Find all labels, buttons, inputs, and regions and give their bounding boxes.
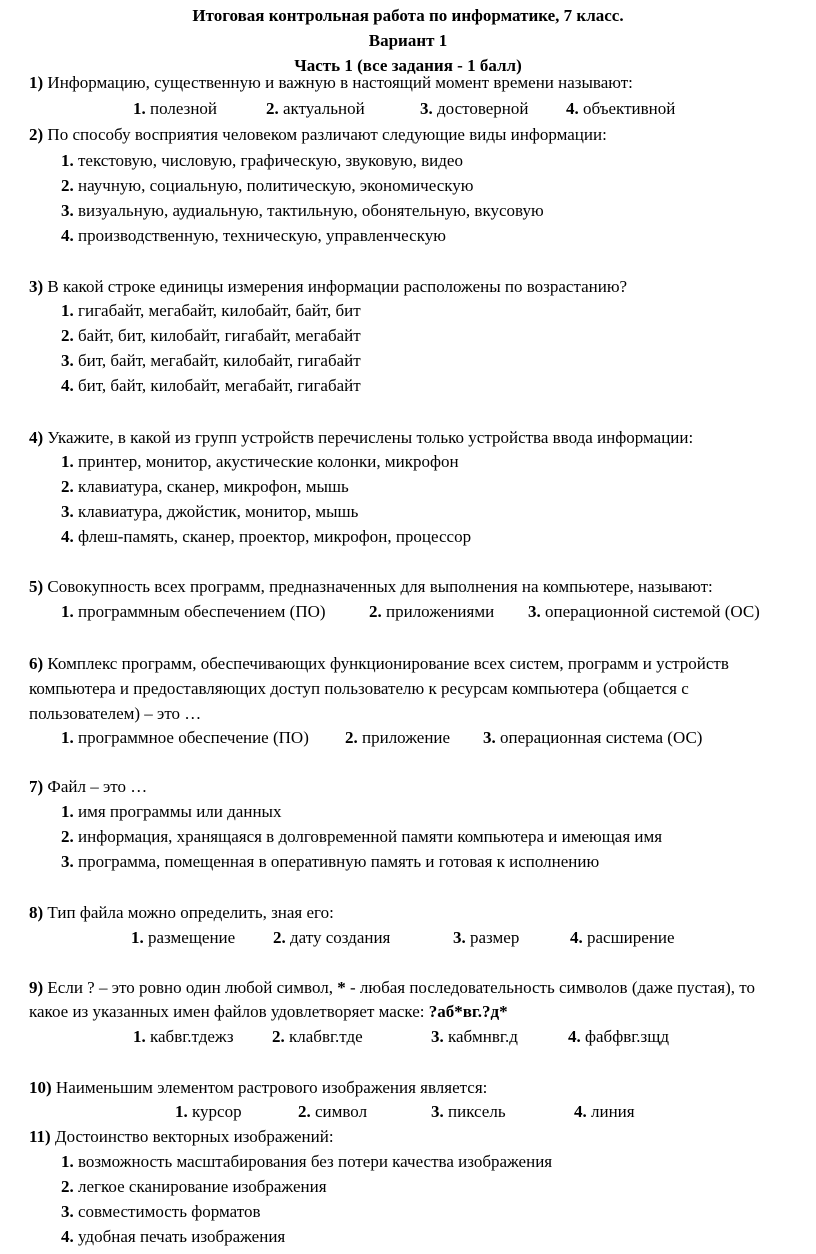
- answer-option: [61, 526, 471, 548]
- option-text: флеш-память, сканер, проектор, микрофон, процессор: [78, 527, 472, 546]
- question-2: [29, 124, 607, 146]
- option-number: 3.: [453, 928, 466, 947]
- answer-option: [61, 601, 326, 623]
- answer-option: [570, 927, 675, 949]
- answer-option: [369, 601, 494, 623]
- option-number: 2.: [345, 728, 358, 747]
- option-text: достоверной: [437, 99, 529, 118]
- part-label: Часть 1 (все задания - 1 балл): [294, 56, 522, 75]
- question-number: 8): [29, 903, 44, 922]
- option-number: 2.: [266, 99, 279, 118]
- question-text: Укажите, в какой из групп устройств перечислены только устройства ввода информации:: [47, 428, 694, 447]
- option-text: символ: [315, 1102, 368, 1121]
- question-number: 5): [29, 577, 44, 596]
- option-text: легкое сканирование изображения: [78, 1177, 327, 1196]
- option-number: 4.: [574, 1102, 587, 1121]
- option-number: 2.: [61, 176, 74, 195]
- answer-option: [420, 98, 529, 120]
- question-text: Тип файла можно определить, зная его:: [47, 903, 334, 922]
- option-number: 3.: [420, 99, 433, 118]
- option-text: гигабайт, мегабайт, килобайт, байт, бит: [78, 301, 361, 320]
- answer-option: [61, 1176, 327, 1198]
- answer-option: [131, 927, 235, 949]
- option-number: 3.: [61, 201, 74, 220]
- option-number: 3.: [61, 351, 74, 370]
- question-text: Комплекс программ, обеспечивающих функционирование всех систем, программ и устройств компьютера и предоставляющих доступ пользователю к ресурсам компьютера (общается с пользователем) – это …: [29, 654, 729, 723]
- answer-option: [273, 927, 390, 949]
- question-8: [29, 902, 334, 924]
- option-number: 2.: [273, 928, 286, 947]
- option-text: информация, хранящаяся в долговременной памяти компьютера и имеющая имя: [78, 827, 663, 846]
- option-number: 3.: [431, 1027, 444, 1046]
- answer-option: [61, 501, 358, 523]
- question-6: [29, 651, 799, 726]
- answer-option: [133, 1026, 234, 1048]
- answer-option: [61, 1151, 552, 1173]
- option-text: полезной: [150, 99, 218, 118]
- option-number: 2.: [61, 827, 74, 846]
- answer-option: [175, 1101, 242, 1123]
- document-title: Итоговая контрольная работа по информатике, 7 класс.: [192, 6, 624, 25]
- option-text: бит, байт, килобайт, мегабайт, гигабайт: [78, 376, 361, 395]
- option-number: 1.: [133, 99, 146, 118]
- option-text: размер: [470, 928, 520, 947]
- question-number: 6): [29, 654, 44, 673]
- option-text: расширение: [587, 928, 675, 947]
- question-text: Если ? – это ровно один любой символ,: [47, 978, 338, 997]
- option-number: 4.: [61, 527, 74, 546]
- option-text: операционной системой (ОС): [545, 602, 760, 621]
- question-text: Информацию, существенную и важную в настоящий момент времени называют:: [47, 73, 633, 92]
- question-number: 4): [29, 428, 44, 447]
- answer-option: [568, 1026, 669, 1048]
- answer-option: [133, 98, 217, 120]
- option-text: курсор: [192, 1102, 242, 1121]
- option-text: актуальной: [283, 99, 365, 118]
- option-number: 1.: [133, 1027, 146, 1046]
- option-text: совместимость форматов: [78, 1202, 261, 1221]
- option-text: производственную, техническую, управленческую: [78, 226, 446, 245]
- answer-option: [61, 200, 544, 222]
- option-number: 4.: [568, 1027, 581, 1046]
- answer-option: [272, 1026, 363, 1048]
- answer-option: [298, 1101, 367, 1123]
- answer-option: [483, 727, 702, 749]
- answer-option: [453, 927, 519, 949]
- option-number: 2.: [61, 1177, 74, 1196]
- option-number: 1.: [61, 802, 74, 821]
- answer-option: [61, 375, 361, 397]
- question-9: [29, 977, 755, 999]
- question-5: [29, 576, 713, 598]
- answer-option: [61, 851, 599, 873]
- answer-option: [61, 225, 446, 247]
- option-number: 3.: [61, 852, 74, 871]
- option-number: 1.: [61, 151, 74, 170]
- question-number: 7): [29, 777, 44, 796]
- option-text: программное обеспечение (ПО): [78, 728, 309, 747]
- option-text: пиксель: [448, 1102, 506, 1121]
- answer-option: [61, 801, 281, 823]
- option-number: 3.: [61, 502, 74, 521]
- option-text: программа, помещенная в оперативную память и готовая к исполнению: [78, 852, 600, 871]
- mask-star: *: [337, 978, 346, 997]
- option-text: размещение: [148, 928, 236, 947]
- option-number: 1.: [131, 928, 144, 947]
- option-number: 1.: [61, 301, 74, 320]
- question-number: 10): [29, 1078, 52, 1097]
- question-text-cont: - любая последовательность символов (даже пустая), то: [345, 978, 755, 997]
- option-text: удобная печать изображения: [78, 1227, 286, 1246]
- option-number: 4.: [61, 1227, 74, 1246]
- option-text: фабфвг.зщд: [585, 1027, 670, 1046]
- question-11: [29, 1126, 334, 1148]
- answer-option: [431, 1026, 518, 1048]
- option-number: 1.: [61, 1152, 74, 1171]
- option-number: 4.: [570, 928, 583, 947]
- option-number: 2.: [369, 602, 382, 621]
- question-text: По способу восприятия человеком различают следующие виды информации:: [47, 125, 607, 144]
- answer-option: [61, 150, 463, 172]
- answer-option: [566, 98, 675, 120]
- answer-option: [61, 350, 361, 372]
- option-number: 4.: [566, 99, 579, 118]
- option-number: 1.: [61, 728, 74, 747]
- question-number: 1): [29, 73, 44, 92]
- answer-option: [61, 727, 309, 749]
- option-text: объективной: [583, 99, 676, 118]
- option-number: 2.: [272, 1027, 285, 1046]
- option-text: бит, байт, мегабайт, килобайт, гигабайт: [78, 351, 361, 370]
- option-number: 1.: [175, 1102, 188, 1121]
- question-number: 3): [29, 277, 44, 296]
- answer-option: [431, 1101, 506, 1123]
- question-number: 11): [29, 1127, 51, 1146]
- option-text: линия: [591, 1102, 635, 1121]
- option-text: возможность масштабирования без потери качества изображения: [78, 1152, 553, 1171]
- option-text: клавиатура, джойстик, монитор, мышь: [78, 502, 359, 521]
- question-9-line-2: [29, 1001, 508, 1023]
- option-number: 4.: [61, 376, 74, 395]
- option-text: клавиатура, сканер, микрофон, мышь: [78, 477, 349, 496]
- option-text: байт, бит, килобайт, гигабайт, мегабайт: [78, 326, 361, 345]
- option-text: визуальную, аудиальную, тактильную, обонятельную, вкусовую: [78, 201, 544, 220]
- file-mask: ?аб*вг.?д*: [428, 1002, 508, 1021]
- option-text: программным обеспечением (ПО): [78, 602, 326, 621]
- variant-label: Вариант 1: [368, 31, 448, 50]
- question-1: [29, 72, 633, 94]
- option-text: клабвг.тде: [289, 1027, 363, 1046]
- answer-option: [61, 1226, 285, 1248]
- question-10: [29, 1077, 487, 1099]
- option-text: кабвг.тдежз: [150, 1027, 234, 1046]
- question-text: Достоинство векторных изображений:: [54, 1127, 334, 1146]
- answer-option: [61, 300, 361, 322]
- question-text: Наименьшим элементом растрового изображения является:: [55, 1078, 488, 1097]
- answer-option: [61, 826, 662, 848]
- question-text: В какой строке единицы измерения информации расположены по возрастанию?: [47, 277, 628, 296]
- option-text: имя программы или данных: [78, 802, 282, 821]
- option-text: кабмнвг.д: [448, 1027, 518, 1046]
- option-number: 1.: [61, 452, 74, 471]
- answer-option: [528, 601, 760, 623]
- option-text: научную, социальную, политическую, экономическую: [78, 176, 474, 195]
- option-number: 3.: [528, 602, 541, 621]
- option-number: 3.: [483, 728, 496, 747]
- option-number: 2.: [61, 326, 74, 345]
- option-text: приложениями: [386, 602, 495, 621]
- option-number: 1.: [61, 602, 74, 621]
- option-number: 3.: [431, 1102, 444, 1121]
- option-number: 2.: [61, 477, 74, 496]
- answer-option: [266, 98, 365, 120]
- question-number: 2): [29, 125, 44, 144]
- answer-option: [61, 1201, 260, 1223]
- answer-option: [61, 175, 473, 197]
- option-number: 4.: [61, 226, 74, 245]
- answer-option: [345, 727, 450, 749]
- question-text: Совокупность всех программ, предназначенных для выполнения на компьютере, называют:: [47, 577, 713, 596]
- option-text: операционная система (ОС): [500, 728, 703, 747]
- option-text: дату создания: [290, 928, 391, 947]
- option-number: 3.: [61, 1202, 74, 1221]
- question-text: какое из указанных имен файлов удовлетворяет маске:: [29, 1002, 429, 1021]
- option-text: принтер, монитор, акустические колонки, микрофон: [78, 452, 459, 471]
- question-number: 9): [29, 978, 44, 997]
- question-7: [29, 776, 147, 798]
- answer-option: [61, 476, 349, 498]
- question-3: [29, 276, 627, 298]
- question-text: Файл – это …: [47, 777, 148, 796]
- answer-option: [574, 1101, 635, 1123]
- option-number: 2.: [298, 1102, 311, 1121]
- answer-option: [61, 325, 361, 347]
- option-text: приложение: [362, 728, 451, 747]
- answer-option: [61, 451, 459, 473]
- option-text: текстовую, числовую, графическую, звуковую, видео: [78, 151, 463, 170]
- question-4: [29, 427, 693, 449]
